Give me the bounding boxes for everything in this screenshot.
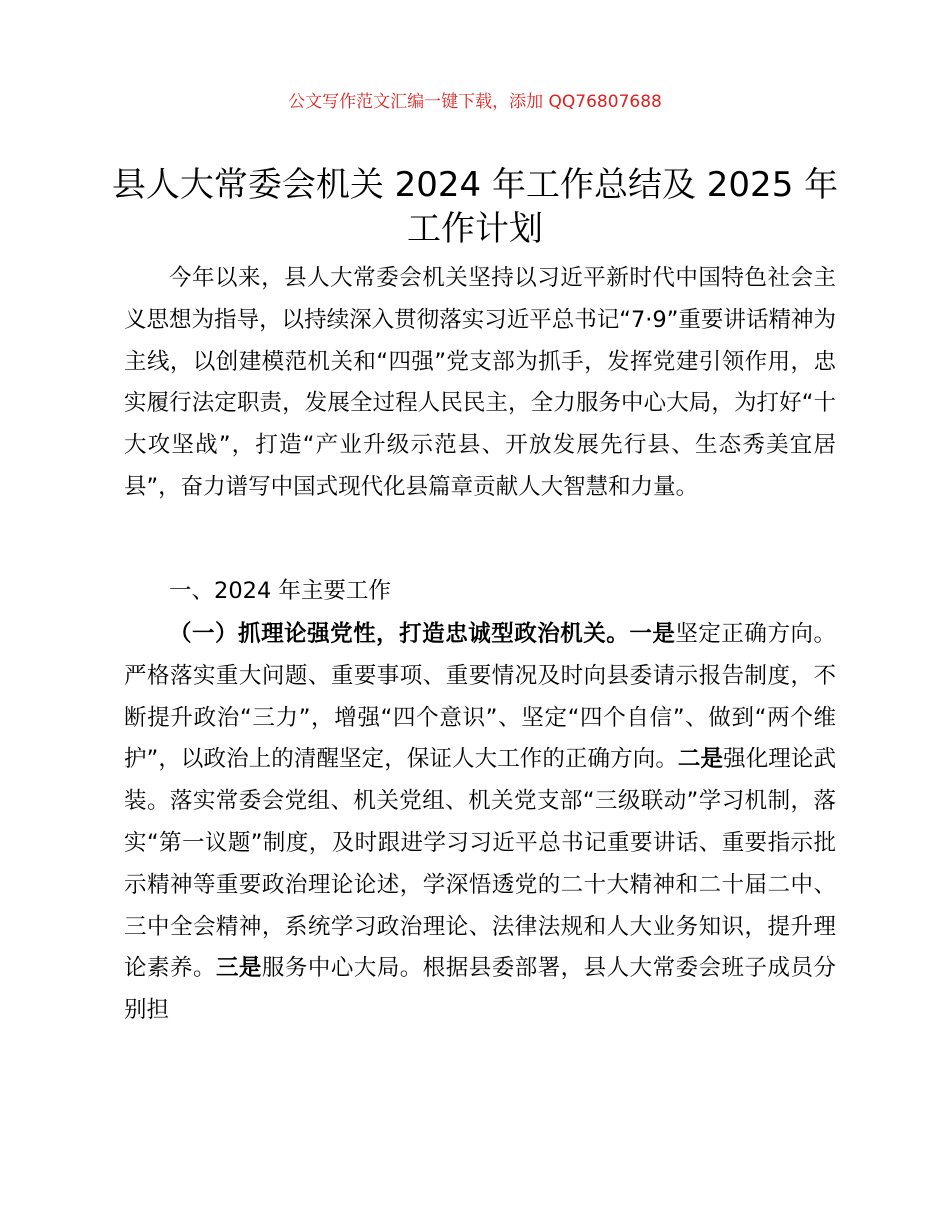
item-text-2: 强化理论武装。落实常委会党组、机关党组、机关党支部“三级联动”学习机制，落实“第一议题”制度，及时跟进学习习近平总书记重要讲话、重要指示批示精神等重要政治理论论述，学深悟透党的二十大精神和二十届二中、三中全会精神，系统学习政治理论、法律法规和人大业务知识，提升理论素养。: [124, 746, 836, 982]
item-label-1: 一是: [629, 621, 676, 647]
item-text-1: 坚定正确方向。严格落实重大问题、重要事项、重要情况及时向县委请示报告制度，不断提升政治“三力”，增强“四个意识”、坚定“四个自信”、做到“两个维护”，以政治上的清醒坚定，保证人大工作的正确方向。: [124, 621, 836, 773]
subsection-heading: （一）抓理论强党性，打造忠诚型政治机关。: [169, 621, 630, 647]
item-label-2: 二是: [677, 746, 724, 773]
subsection-paragraph: [124, 614, 836, 1032]
section-heading: 一、2024 年主要工作: [169, 578, 391, 604]
intro-paragraph: 今年以来，县人大常委会机关坚持以习近平新时代中国特色社会主义思想为指导，以持续深入贯彻落实习近平总书记“7·9”重要讲话精神为主线，以创建模范机关和“四强”党支部为抓手，发挥党建引领作用，忠实履行法定职责，发展全过程人民民主，全力服务中心大局，为打好“十大攻坚战”，打造“产业升级示范县、开放发展先行县、生态秀美宜居县”，奋力谱写中国式现代化县篇章贡献人大智慧和力量。: [124, 265, 836, 500]
watermark-banner: 公文写作范文汇编一键下载，添加 QQ76807688: [288, 92, 662, 112]
document-title: 县人大常委会机关 2024 年工作总结及 2025 年工作计划: [111, 165, 839, 249]
item-label-3: 三是: [215, 955, 262, 982]
item-text-3: 服务中心大局。根据县委部署，县人大常委会班子成员分别担: [124, 955, 836, 1024]
